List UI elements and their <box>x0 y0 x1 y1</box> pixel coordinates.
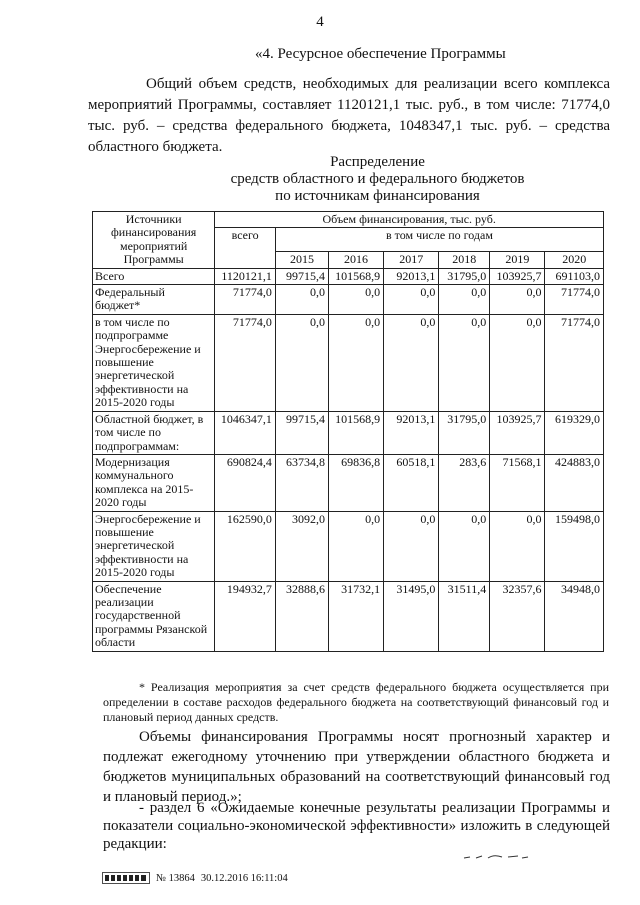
cell-value: 101568,9 <box>328 411 383 454</box>
cell-value: 1046347,1 <box>215 411 276 454</box>
cell-value: 34948,0 <box>545 581 604 651</box>
cell-value: 103925,7 <box>490 411 545 454</box>
cell-value: 0,0 <box>384 314 439 411</box>
cell-value: 103925,7 <box>490 268 545 284</box>
row-label: Модернизация коммунального комплекса на 2015-2020 годы <box>93 454 215 511</box>
header-year: 2020 <box>545 252 604 268</box>
cell-value: 0,0 <box>490 285 545 315</box>
row-label: Федеральный бюджет* <box>93 285 215 315</box>
table-row <box>93 411 604 454</box>
document-number: № 13864 <box>156 872 195 884</box>
document-datetime: 30.12.2016 16:11:04 <box>200 872 288 884</box>
cell-value: 0,0 <box>384 285 439 315</box>
table-row <box>93 454 604 511</box>
cell-value: 71774,0 <box>215 314 276 411</box>
header-total: всего <box>215 228 276 268</box>
cell-value: 0,0 <box>275 285 328 315</box>
cell-value: 690824,4 <box>215 454 276 511</box>
table-row <box>93 581 604 651</box>
cell-value: 101568,9 <box>328 268 383 284</box>
forecast-paragraph: Объемы финансирования Программы носят прогнозный характер и подлежат ежегодному уточнению при утверждении областного бюджета и бюджетов муниципальных образований на соответствующий финансовый год и плановый период.»; <box>103 729 610 805</box>
cell-value: 32888,6 <box>275 581 328 651</box>
cell-value: 0,0 <box>328 314 383 411</box>
table-row <box>93 268 604 284</box>
row-label: Энергосбережение и повышение энергетической эффективности на 2015-2020 годы <box>93 511 215 581</box>
header-year: 2018 <box>439 252 490 268</box>
header-source: Источники финансирования мероприятий Программы <box>93 212 215 269</box>
cell-value: 0,0 <box>490 314 545 411</box>
cell-value: 619329,0 <box>545 411 604 454</box>
cell-value: 60518,1 <box>384 454 439 511</box>
cell-value: 71774,0 <box>545 314 604 411</box>
caption-line-3: по источникам финансирования <box>275 188 480 204</box>
row-label: Областной бюджет, в том числе по подпрограммам: <box>93 411 215 454</box>
table-caption <box>200 154 555 205</box>
cell-value: 92013,1 <box>384 268 439 284</box>
cell-value: 0,0 <box>490 511 545 581</box>
table-row <box>93 314 604 411</box>
cell-value: 99715,4 <box>275 268 328 284</box>
footnote: * Реализация мероприятия за счет средств федерального бюджета осуществляется при определении в составе расходов федерального бюджета на соответствующий финансовый год и плановый период данных средств. <box>103 680 609 724</box>
cell-value: 0,0 <box>328 285 383 315</box>
cell-value: 31511,4 <box>439 581 490 651</box>
table-row <box>93 285 604 315</box>
header-year: 2016 <box>328 252 383 268</box>
page-number: 4 <box>316 14 324 30</box>
cell-value: 69836,8 <box>328 454 383 511</box>
cell-value: 71568,1 <box>490 454 545 511</box>
cell-value: 691103,0 <box>545 268 604 284</box>
header-year: 2019 <box>490 252 545 268</box>
cell-value: 99715,4 <box>275 411 328 454</box>
cell-value: 0,0 <box>328 511 383 581</box>
cell-value: 0,0 <box>384 511 439 581</box>
cell-value: 162590,0 <box>215 511 276 581</box>
cell-value: 194932,7 <box>215 581 276 651</box>
cell-value: 71774,0 <box>215 285 276 315</box>
cell-value: 3092,0 <box>275 511 328 581</box>
cell-value: 31795,0 <box>439 411 490 454</box>
cell-value: 283,6 <box>439 454 490 511</box>
cell-value: 159498,0 <box>545 511 604 581</box>
cell-value: 71774,0 <box>545 285 604 315</box>
table-row <box>93 511 604 581</box>
cell-value: 0,0 <box>275 314 328 411</box>
header-year: 2015 <box>275 252 328 268</box>
section-title: «4. Ресурсное обеспечение Программы <box>255 46 506 62</box>
header-volume: Объем финансирования, тыс. руб. <box>215 212 604 228</box>
cell-value: 32357,6 <box>490 581 545 651</box>
cell-value: 31732,1 <box>328 581 383 651</box>
cell-value: 31795,0 <box>439 268 490 284</box>
cell-value: 0,0 <box>439 511 490 581</box>
cell-value: 31495,0 <box>384 581 439 651</box>
row-label: в том числе по подпрограмме Энергосбережение и повышение энергетической эффективности на 2015-2020 годы <box>93 314 215 411</box>
cell-value: 92013,1 <box>384 411 439 454</box>
header-by-years: в том числе по годам <box>275 228 603 252</box>
caption-line-2: средств областного и федерального бюджетов <box>230 171 525 187</box>
header-year: 2017 <box>384 252 439 268</box>
cell-value: 424883,0 <box>545 454 604 511</box>
cell-value: 63734,8 <box>275 454 328 511</box>
financing-table <box>92 211 604 652</box>
row-label: Обеспечение реализации государственной программы Рязанской области <box>93 581 215 651</box>
cell-value: 0,0 <box>439 285 490 315</box>
cell-value: 1120121,1 <box>215 268 276 284</box>
handwritten-mark-icon <box>462 852 532 862</box>
document-stamp <box>102 872 288 884</box>
registry-logo-icon <box>102 872 150 884</box>
section6-paragraph: - раздел 6 «Ожидаемые конечные результаты реализации Программы и показатели социально-экономической эффективности» изложить в следующей редакции: <box>103 800 610 852</box>
cell-value: 0,0 <box>439 314 490 411</box>
caption-line-1: Распределение <box>330 154 425 170</box>
row-label: Всего <box>93 268 215 284</box>
intro-paragraph: Общий объем средств, необходимых для реализации всего комплекса мероприятий Программы, составляет 1120121,1 тыс. руб., в том числе: 71774,0 тыс. руб. – средства федерального бюджета, 1048347,1 тыс. руб. – средства областного бюджета. <box>88 76 610 155</box>
